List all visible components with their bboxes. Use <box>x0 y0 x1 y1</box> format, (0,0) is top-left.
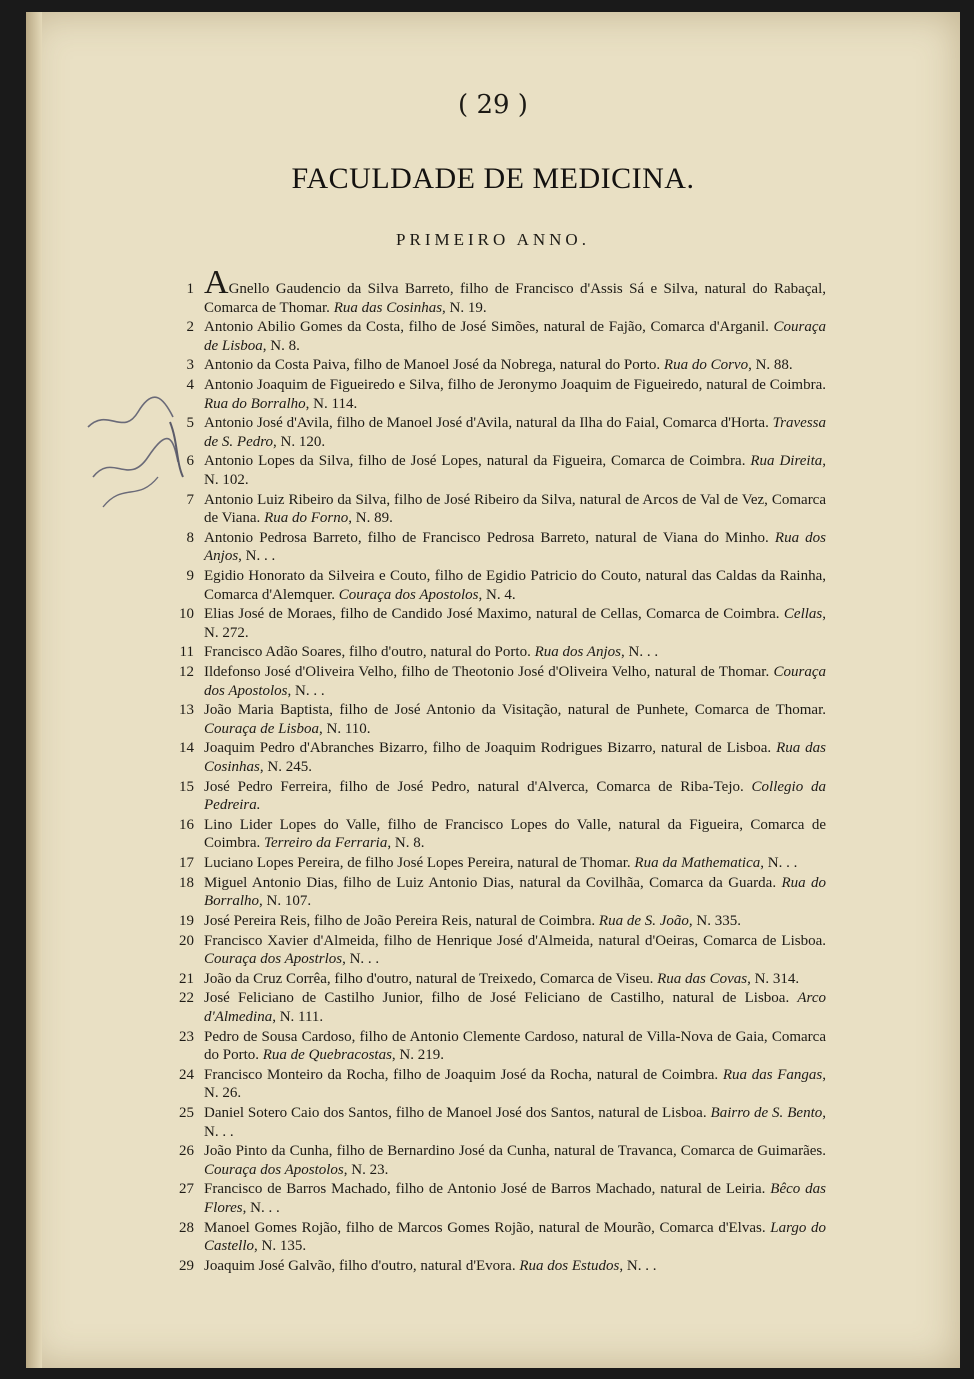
entry-text <box>204 778 826 815</box>
entry-number: 28 <box>179 1219 194 1236</box>
entry-body: Luciano Lopes Pereira, de filho José Lopes Pereira, natural de Thomar. <box>204 855 635 871</box>
entry-body: José Pedro Ferreira, filho de José Pedro, natural d'Alverca, Comarca de Riba-Tejo. <box>204 778 752 795</box>
entry-house-number: , N. 19. <box>442 299 487 316</box>
entry-house-number: , N. . . <box>238 548 276 565</box>
entry-text <box>204 1142 826 1179</box>
entry-number: 13 <box>179 702 194 719</box>
page-number: ( 29 ) <box>458 90 528 120</box>
entry-house-number: , N. 110. <box>319 720 371 737</box>
list-item <box>166 739 826 776</box>
entry-text <box>204 529 826 566</box>
entry-number: 23 <box>179 1028 194 1045</box>
entry-body: Ildefonso José d'Oliveira Velho, filho de Theotonio José d'Oliveira Velho, natural de Thomar. <box>204 664 774 681</box>
list-item <box>166 1104 826 1141</box>
entry-street: Rua do Corvo <box>663 357 749 374</box>
entry-text <box>204 1257 826 1276</box>
entry-house-number: , N. 23. <box>343 1161 389 1178</box>
entry-house-number: , N. 272. <box>204 606 826 641</box>
entry-body: Antonio Abilio Gomes da Costa, filho de José Simões, natural de Fajão, Comarca d'Arganil. <box>204 319 774 336</box>
entry-street: Travessa de S. Pedro <box>204 415 826 450</box>
entry-street: Couraça dos Apostrlos <box>204 951 343 968</box>
list-item <box>166 376 826 413</box>
entry-street: Rua das Fangas <box>722 1066 823 1083</box>
entry-street: Couraça de Lisboa <box>204 319 826 354</box>
list-item <box>166 663 826 700</box>
entry-house-number: , N. 4. <box>478 586 516 603</box>
list-item <box>166 643 826 662</box>
entry-text <box>204 414 826 451</box>
student-list <box>166 264 827 1276</box>
entry-text <box>204 318 826 355</box>
entry-number: 12 <box>179 664 194 681</box>
entry-house-number: , N. 135. <box>254 1238 307 1255</box>
entry-house-number: , N. 8. <box>262 337 300 354</box>
entry-text <box>204 1219 826 1256</box>
entry-text <box>204 452 826 489</box>
list-item <box>166 318 826 355</box>
entry-number: 11 <box>179 644 194 661</box>
entry-body: Antonio Lopes da Silva, filho de José Lopes, natural da Figueira, Comarca de Coimbra. <box>204 453 751 470</box>
list-item <box>166 529 826 566</box>
entry-number: 16 <box>179 816 194 833</box>
entry-street: Arco d'Almedina <box>204 990 826 1025</box>
list-item <box>166 874 826 911</box>
list-item <box>166 970 826 989</box>
entry-text <box>204 605 826 642</box>
list-item <box>166 912 826 931</box>
entry-body: Francisco Xavier d'Almeida, filho de Henrique José d'Almeida, natural d'Oeiras, Comarca de Lisboa. <box>204 932 826 949</box>
entry-text <box>204 932 826 969</box>
entry-text <box>204 874 826 911</box>
entry-number: 18 <box>179 874 194 891</box>
entry-number: 5 <box>186 415 194 432</box>
entry-body: Antonio da Costa Paiva, filho de Manoel José da Nobrega, natural do Porto. <box>204 357 664 374</box>
entry-house-number: , N. . . <box>242 1199 280 1216</box>
entry-number: 15 <box>179 778 194 795</box>
list-item <box>166 1142 826 1179</box>
entry-body: Francisco Adão Soares, filho d'outro, natural do Porto. <box>204 644 535 661</box>
list-item <box>166 1257 826 1276</box>
entry-body: Antonio José d'Avila, filho de Manoel José d'Avila, natural da Ilha do Faial, Comarca d'Horta. <box>204 415 773 432</box>
entry-street: Couraça dos Apostolos <box>338 586 479 603</box>
entry-street: Rua do Borralho <box>204 874 826 910</box>
entry-street: Largo do Castello <box>204 1219 826 1255</box>
page-gutter <box>26 12 42 1368</box>
entry-street: Rua de S. João <box>598 912 689 929</box>
entry-house-number: , N. 107. <box>259 893 312 910</box>
entry-body: José Pereira Reis, filho de João Pereira Reis, natural de Coimbra. <box>204 912 599 929</box>
book-page <box>26 12 960 1368</box>
entry-body: Pedro de Sousa Cardoso, filho de Antonio Clemente Cardoso, natural de Villa-Nova de Gaia, Comarca do Porto. <box>204 1028 826 1064</box>
entry-text <box>204 989 826 1026</box>
list-item <box>166 356 826 375</box>
entry-body: Lino Lider Lopes do Valle, filho de Francisco Lopes do Valle, natural da Figueira, Comarca de Coimbra. <box>204 816 826 852</box>
entry-text <box>204 1180 826 1217</box>
entry-text <box>204 356 826 375</box>
entry-street: Rua dos Anjos <box>534 644 621 661</box>
entry-body: Joaquim Pedro d'Abranches Bizarro, filho de Joaquim Rodrigues Bizarro, natural de Lisboa. <box>204 740 777 757</box>
entry-number: 26 <box>179 1143 194 1160</box>
entry-body: João Pinto da Cunha, filho de Bernardino José da Cunha, natural de Travanca, Comarca de Guimarães. <box>204 1143 826 1160</box>
list-item <box>166 989 826 1026</box>
entry-street: Terreiro da Ferraria <box>264 835 388 852</box>
entry-body: Manoel Gomes Rojão, filho de Marcos Gomes Rojão, natural de Mourão, Comarca d'Elvas. <box>204 1219 771 1236</box>
page-title: FACULDADE DE MEDICINA. <box>291 162 695 195</box>
entry-body: Antonio Pedrosa Barreto, filho de Francisco Pedrosa Barreto, natural de Viana do Minho. <box>204 529 775 546</box>
list-item <box>166 452 826 489</box>
entry-street: Rua dos Anjos <box>204 529 827 565</box>
entry-body: Joaquim José Galvão, filho d'outro, natural d'Evora. <box>204 1257 520 1274</box>
list-item <box>166 605 826 642</box>
list-item <box>166 491 826 528</box>
entry-street: Couraça dos Apostolos <box>204 664 826 699</box>
section-subtitle: PRIMEIRO ANNO. <box>396 230 590 249</box>
entry-number: 21 <box>179 970 194 987</box>
entry-house-number: , N. 88. <box>748 357 793 374</box>
entry-house-number: , N. 8. <box>387 835 425 852</box>
entry-street: Rua do Forno <box>264 510 349 527</box>
entry-number: 24 <box>179 1066 194 1083</box>
entry-house-number: , N. 219. <box>391 1047 445 1064</box>
entry-number: 4 <box>186 377 194 394</box>
entry-number: 19 <box>179 912 194 929</box>
entry-text <box>204 1104 826 1141</box>
entry-street: Couraça dos Apostolos <box>204 1161 344 1178</box>
entry-street: Collegio da Pedreira. <box>204 778 826 814</box>
entry-text <box>204 1066 826 1103</box>
entry-text <box>204 491 826 528</box>
entry-house-number: , N. 120. <box>273 433 326 450</box>
drop-cap: A <box>204 264 229 301</box>
list-item <box>166 932 826 969</box>
entry-number: 14 <box>179 740 194 757</box>
entry-body: Miguel Antonio Dias, filho de Luiz Antonio Dias, natural da Covilhãa, Comarca da Guarda. <box>204 874 782 891</box>
entry-street: Rua dos Estudos <box>519 1257 620 1274</box>
entry-number: 6 <box>186 453 194 470</box>
entry-street: Cellas <box>783 606 823 623</box>
entry-street: Rua das Cosinhas <box>204 740 827 775</box>
entry-text <box>204 970 826 989</box>
entry-house-number: , N. . . <box>760 855 798 871</box>
entry-number: 25 <box>179 1105 194 1121</box>
entry-house-number: , N. 245. <box>259 758 312 775</box>
entry-body: Francisco Monteiro da Rocha, filho de Joaquim José da Rocha, natural de Coimbra. <box>204 1066 723 1083</box>
entry-body: Elias José de Moraes, filho de Candido José Maximo, natural de Cellas, Comarca de Coimbra. <box>204 606 784 623</box>
entry-street: Rua da Mathematica <box>634 855 761 871</box>
list-item <box>166 778 826 815</box>
entry-text <box>204 816 826 853</box>
entry-street: Rua de Quebracostas <box>262 1047 392 1064</box>
entry-body: Gnello Gaudencio da Silva Barreto, filho de Francisco d'Assis Sá e Silva, natural do Rabaçal, Comarca de Thomar. <box>204 281 826 316</box>
entry-text <box>204 643 826 662</box>
entry-number: 8 <box>186 529 194 546</box>
list-item <box>166 264 826 317</box>
entry-text <box>204 663 826 700</box>
entry-house-number: , N. 111. <box>272 1008 324 1025</box>
entry-body: João Maria Baptista, filho de José Antonio da Visitação, natural de Punhete, Comarca de Thomar. <box>204 702 826 719</box>
list-item <box>166 1180 826 1217</box>
entry-house-number: , N. 314. <box>747 970 800 987</box>
entry-number: 9 <box>186 568 194 584</box>
list-item <box>166 1219 826 1256</box>
entry-street: Couraça de Lisboa <box>204 720 320 737</box>
entry-number: 1 <box>186 281 194 297</box>
entry-body: Egidio Honorato da Silveira e Couto, filho de Egidio Patricio do Couto, natural das Caldas da Rainha, Comarca d'Alemquer. <box>204 568 826 603</box>
list-item <box>166 854 826 873</box>
entry-house-number: , N. 102. <box>204 453 826 488</box>
entry-house-number: , N. 335. <box>688 912 741 929</box>
entry-house-number: , N. . . <box>287 682 325 699</box>
entry-body: Daniel Sotero Caio dos Santos, filho de Manoel José dos Santos, natural de Lisboa. <box>204 1105 711 1121</box>
entry-body: José Feliciano de Castilho Junior, filho de José Feliciano de Castilho, natural de Lisboa. <box>204 990 798 1007</box>
entry-house-number: , N. . . <box>619 1257 657 1274</box>
entry-house-number: , N. 89. <box>348 510 393 527</box>
entry-number: 3 <box>186 357 194 374</box>
list-item <box>166 701 826 738</box>
entry-house-number: , N. . . <box>204 1105 827 1140</box>
entry-text <box>204 376 826 413</box>
entry-body: Antonio Luiz Ribeiro da Silva, filho de José Ribeiro da Silva, natural de Arcos de Val de Vez, Comarca de Viana. <box>204 491 826 527</box>
list-item <box>166 816 826 853</box>
list-item <box>166 1028 826 1065</box>
entry-street: Bairro de S. Bento <box>710 1105 823 1121</box>
entry-number: 2 <box>186 319 194 336</box>
entry-number: 10 <box>179 606 194 623</box>
entry-street: Rua das Cosinhas <box>333 299 443 316</box>
entry-text <box>204 739 826 776</box>
entry-street: Bêco das Flores <box>204 1181 826 1216</box>
entry-text <box>204 264 826 317</box>
entry-street: Rua Direita <box>750 453 823 470</box>
entry-house-number: , N. . . <box>342 951 380 968</box>
list-item <box>166 1066 826 1103</box>
entry-body: Francisco de Barros Machado, filho de Antonio José de Barros Machado, natural de Leiria. <box>204 1181 771 1198</box>
entry-text <box>204 912 826 931</box>
entry-number: 22 <box>179 990 194 1007</box>
entry-number: 29 <box>179 1257 194 1274</box>
entry-house-number: , N. . . <box>620 644 659 661</box>
entry-body: João da Cruz Corrêa, filho d'outro, natural de Treixedo, Comarca de Viseu. <box>204 970 658 987</box>
list-item <box>166 414 826 451</box>
list-item <box>166 567 826 604</box>
entry-number: 7 <box>186 491 194 508</box>
entry-text <box>204 1028 826 1065</box>
entry-text <box>204 854 826 873</box>
entry-street: Rua do Borralho <box>204 395 306 412</box>
entry-number: 20 <box>179 932 194 949</box>
entry-house-number: , N. 26. <box>204 1066 827 1102</box>
entry-text <box>204 567 826 604</box>
entry-number: 17 <box>179 855 194 871</box>
entry-number: 27 <box>179 1181 194 1198</box>
entry-text <box>204 701 826 738</box>
entry-street: Rua das Covas <box>657 970 748 987</box>
entry-house-number: , N. 114. <box>305 395 358 412</box>
entry-body: Antonio Joaquim de Figueiredo e Silva, filho de Jeronymo Joaquim de Figueiredo, natural de Coimbra. <box>204 377 826 394</box>
